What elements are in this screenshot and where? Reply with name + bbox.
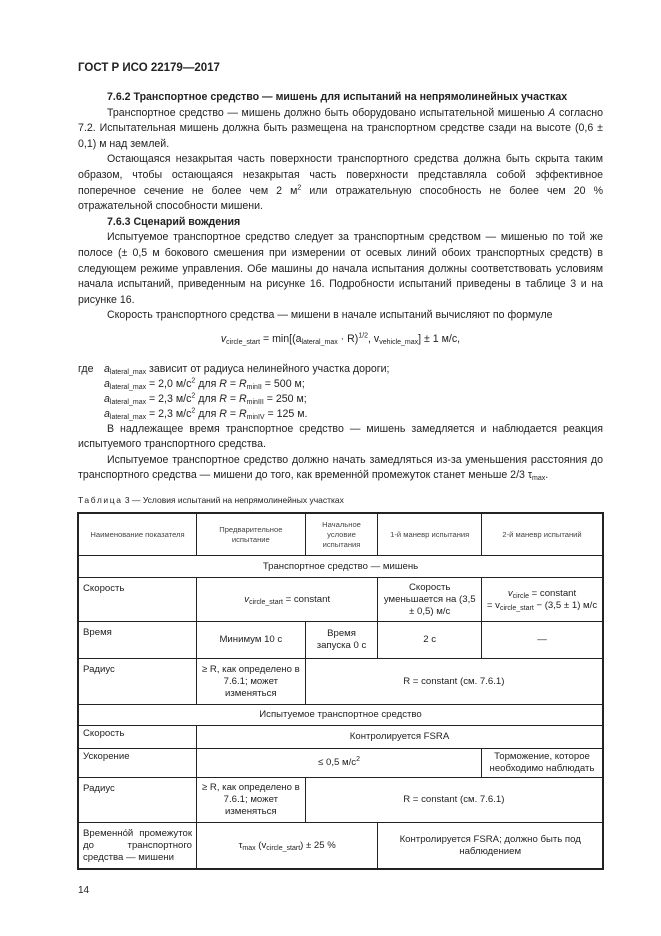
document-header: ГОСТ Р ИСО 22179—2017 — [78, 62, 220, 74]
table-row: Временно́й промежуток до транспортного средства — мишени $\tau_{max}$ $(v_{circle\_start}) \pm 25$ % Контролируется FSRA; должно быть под наблюдением — [78, 823, 603, 869]
paragraph: В надлежащее время транспортное средство — мишень замедляется и наблюдается реакция испытуемого транспортного средства. — [78, 422, 603, 451]
column-header: Предварительное испытание — [197, 513, 306, 556]
paragraph: Испытуемое транспортное средство следует за транспортным средством — мишенью по той же полосе (± 0,5 м бокового смешения при измерении от осевых линий обоих транспортных средств) в следующем режиме управления. Обе машины до начала испытания должны соответствовать условиям начала испытаний, приведенным на рисунке 16. Подробности испытаний приведены в таблице 3 и на рисунке 16. — [78, 231, 603, 306]
table-section-row: Испытуемое транспортное средство — [78, 705, 603, 726]
table-row: Скорость Контролируется FSRA — [78, 726, 603, 749]
table-caption: Таблица 3 — Условия испытаний на непрямолинейных участках — [78, 494, 344, 505]
document-body — [78, 0, 603, 918]
paragraph: Испытуемое транспортное средство должно начать замедляться из-за уменьшения расстояния до транспортного средства — мишени до того, как временно́й промежуток станет меньше 2/3 $\tau_{max}$. — [78, 453, 603, 483]
paragraph: Остающаяся незакрытая часть поверхности транспортного средства должна быть скрыта таким образом, чтобы остающаяся незакрытая часть поверхности представляла собой эффективное поперечное сечение не более чем 2 $м^2$ или отражательную способность не более чем 20 % отражательной способности мишени. — [78, 153, 603, 213]
formula-legend: где $a_{lateral\_max}$ зависит от радиуса нелинейного участка дороги; $a_{lateral\_max} = 2,0$ $м/с^2$ для $R = R_{minII} = 500$ м; $a_{lateral\_max} = 2,3$ $м/с^2$ для $R = R_{minIII} = 250$ м; $a_{lateral\_max} = 2,3$ $м/с^2$ для $R = R_{minIV} = 125$ м. — [78, 362, 390, 421]
table-row: Радиус ≥ R, как определено в 7.6.1; может изменяться R = constant (см. 7.6.1) — [78, 778, 603, 823]
table-row: Радиус ≥ R, как определено в 7.6.1; может изменяться R = constant (см. 7.6.1) — [78, 659, 603, 705]
column-header: 2-й маневр испытаний — [482, 513, 603, 556]
paragraph: Транспортное средство — мишень должно быть оборудовано испытательной мишенью А согласно 7.2. Испытательная мишень должна быть размещена на транспортном средстве сзади на высоте (0,6 ± 0,1) м над землей. — [78, 106, 603, 150]
table-row: Время Минимум 10 с Время запуска 0 с 2 с — — [78, 622, 603, 659]
table-header-row — [78, 513, 603, 556]
column-header: 1-й маневр испытания — [378, 513, 482, 556]
table-row: Скорость $v_{circle\_start}$ = constant Скорость уменьшается на (3,5 ± 0,5) м/с $v_{circle}$ = constant = $v_{circle\_start} - (3,5 \pm 1)$ м/с — [78, 578, 603, 622]
section-heading-7-6-2: 7.6.2 Транспортное средство — мишень для испытаний на непрямолинейных участках — [107, 91, 568, 103]
paragraph: Скорость транспортного средства — мишени в начале испытаний вычисляют по формуле — [107, 309, 553, 322]
table-section-row: Транспортное средство — мишень — [78, 556, 603, 578]
section-heading-7-6-3: 7.6.3 Сценарий вождения — [107, 215, 241, 228]
column-header: Начальное условие испытания — [305, 513, 378, 556]
table-row: Ускорение ≤ 0,5 $м/с^2$ Торможение, которое необходимо наблюдать — [78, 749, 603, 778]
test-conditions-table — [77, 512, 604, 870]
column-header: Наименование показателя — [78, 513, 197, 556]
page-number: 14 — [78, 884, 90, 896]
formula: $v_{circle\_start} = \min[(a_{lateral\_max} \cdot R)^{1/2}$, $v_{vehicle\_max}] \pm 1$ м/с, — [220, 332, 461, 346]
